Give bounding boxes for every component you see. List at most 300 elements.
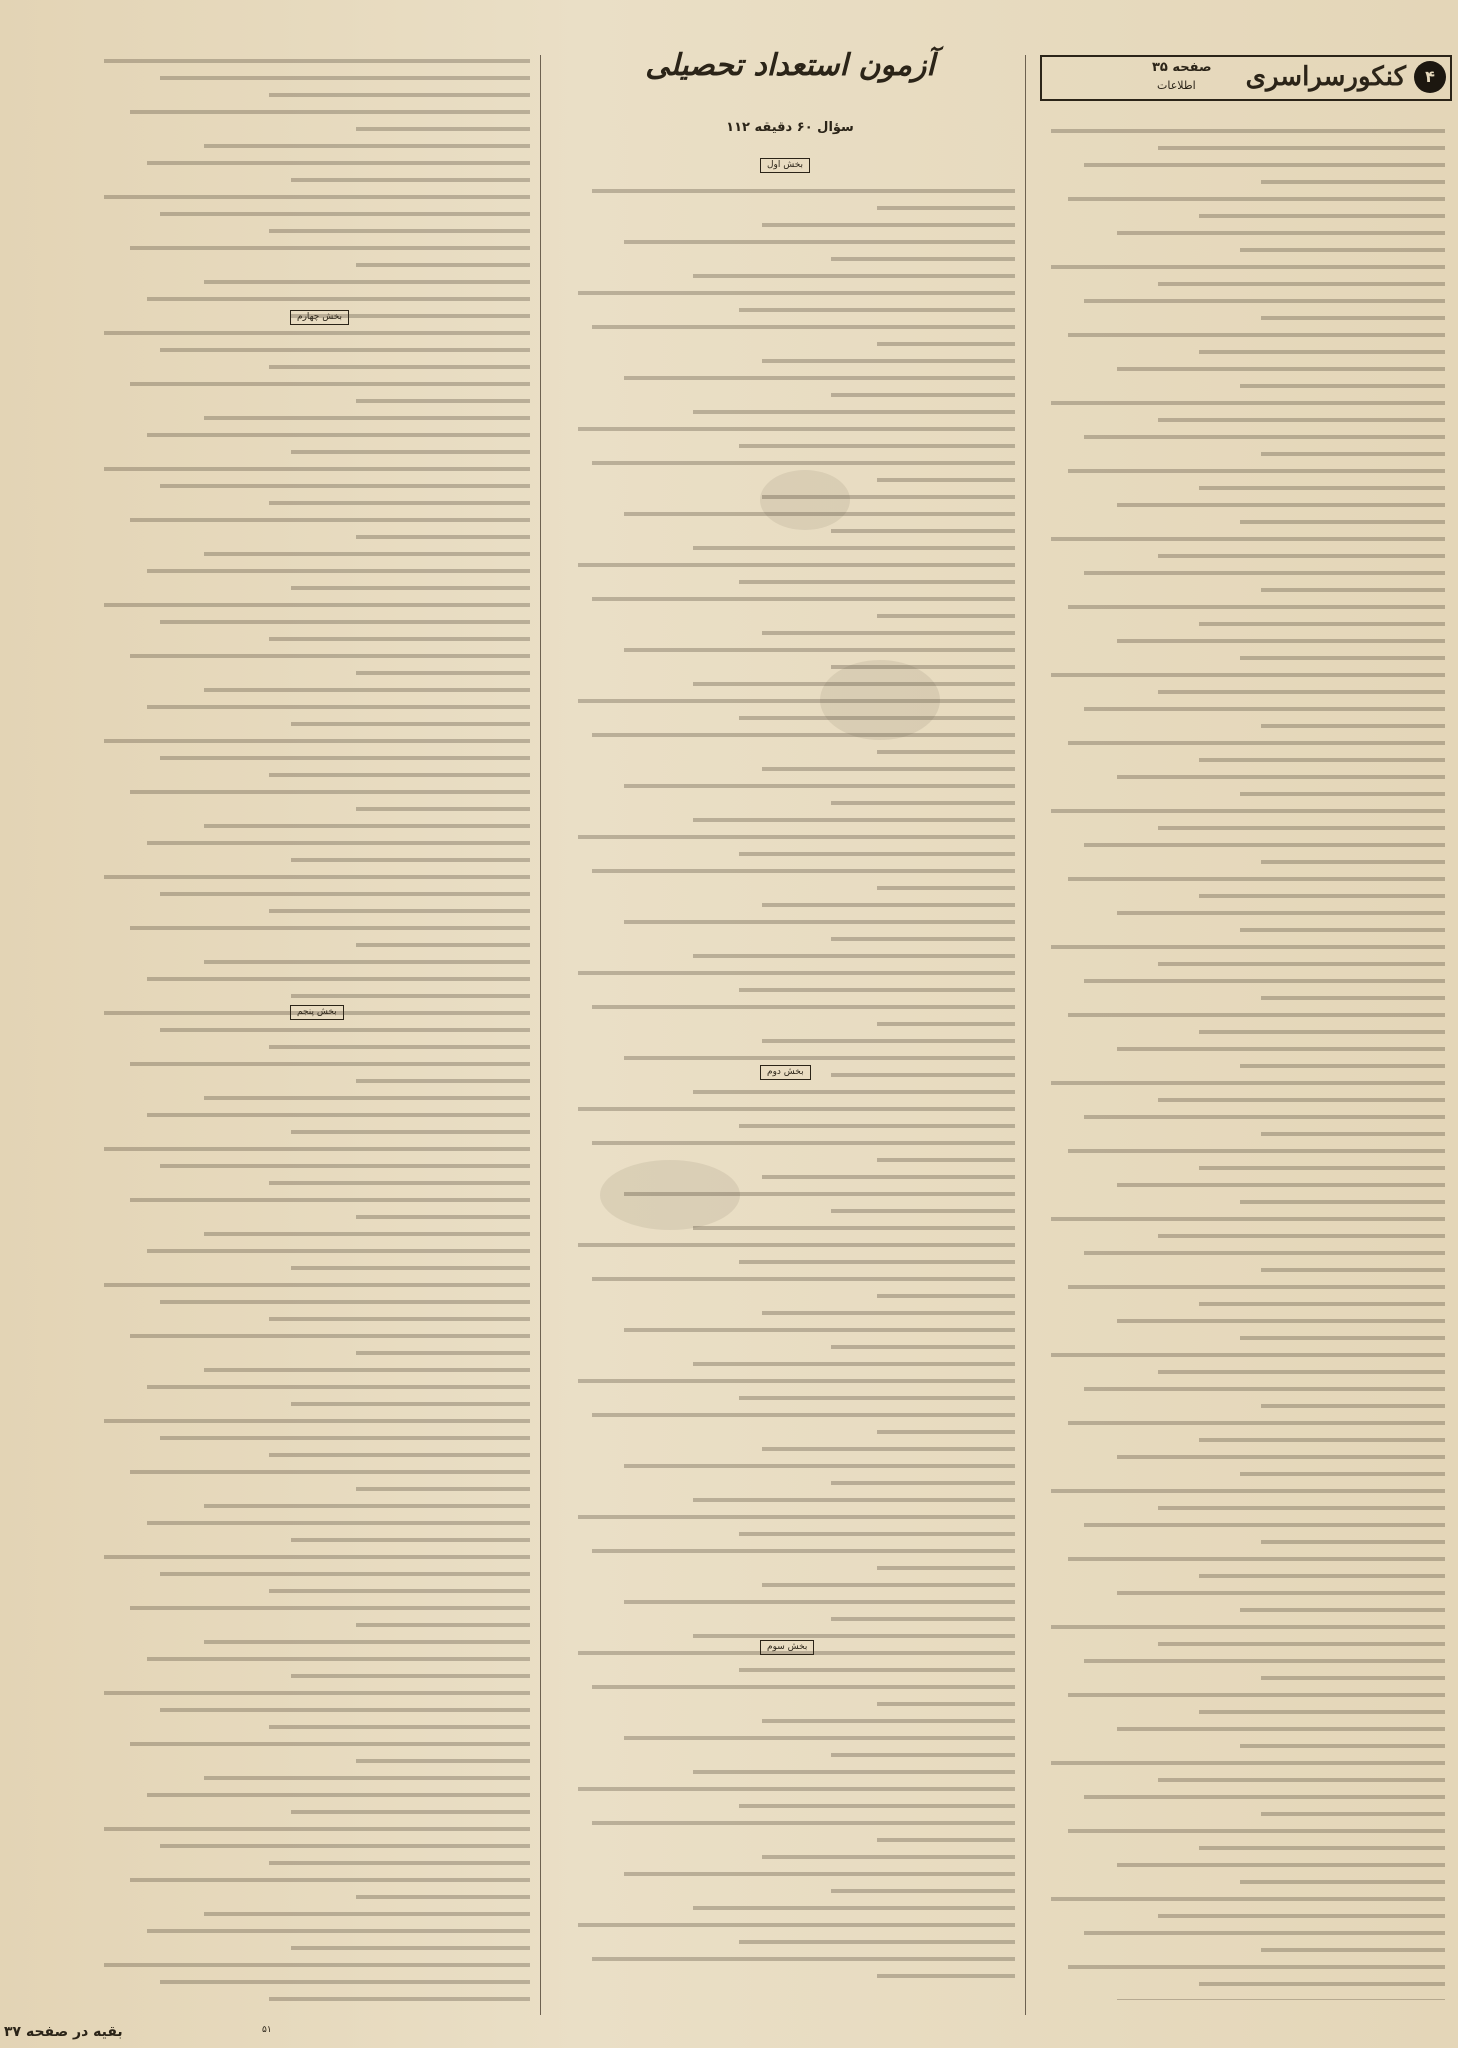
illegible-text-line <box>877 1421 1015 1434</box>
illegible-text-line <box>578 1914 1015 1927</box>
illegible-text-line <box>831 1744 1015 1757</box>
illegible-text-line <box>877 469 1015 482</box>
illegible-text-line <box>592 996 1015 1009</box>
illegible-text-line <box>877 877 1015 890</box>
illegible-text-line <box>1051 1208 1445 1221</box>
illegible-text-line <box>1117 1854 1445 1867</box>
illegible-text-line <box>578 1370 1015 1383</box>
illegible-text-line <box>291 1393 530 1406</box>
illegible-text-line <box>1084 1922 1445 1935</box>
illegible-text-line <box>356 1750 530 1763</box>
illegible-text-line <box>1117 1446 1445 1459</box>
illegible-text-line <box>291 713 530 726</box>
illegible-text-line <box>1068 1548 1445 1561</box>
illegible-text-line <box>1051 392 1445 405</box>
illegible-text-line <box>269 492 530 505</box>
illegible-text-line <box>1261 1395 1446 1408</box>
illegible-text-line <box>1068 1956 1445 1969</box>
illegible-text-line <box>1117 1038 1445 1051</box>
illegible-text-line <box>291 849 530 862</box>
illegible-text-line <box>693 1353 1015 1366</box>
illegible-text-line <box>592 860 1015 873</box>
illegible-text-line <box>762 1166 1015 1179</box>
illegible-text-line <box>204 1223 530 1236</box>
illegible-text-line <box>592 180 1015 193</box>
illegible-text-line <box>1199 1973 1445 1986</box>
illegible-text-line <box>1084 834 1445 847</box>
illegible-text-line <box>269 220 530 233</box>
illegible-text-line <box>204 271 530 284</box>
illegible-text-line <box>1240 919 1445 932</box>
illegible-text-line <box>1068 1140 1445 1153</box>
illegible-text-line <box>1158 1497 1445 1510</box>
illegible-text-line <box>739 299 1015 312</box>
illegible-text-line <box>578 1098 1015 1111</box>
illegible-text-line <box>204 1087 530 1100</box>
illegible-text-line <box>291 985 530 998</box>
illegible-text-line <box>1051 256 1445 269</box>
illegible-text-line <box>1240 1191 1445 1204</box>
illegible-text-line <box>831 1064 1015 1077</box>
illegible-text-line <box>1158 137 1445 150</box>
illegible-text-line <box>762 1302 1015 1315</box>
illegible-text-line <box>877 1013 1015 1026</box>
illegible-text-line <box>160 1971 530 1984</box>
illegible-text-line <box>578 1642 1015 1655</box>
illegible-text-line <box>1261 443 1446 456</box>
illegible-text-line <box>291 577 530 590</box>
illegible-text-line <box>1051 528 1445 541</box>
illegible-text-line <box>739 707 1015 720</box>
page-number: صفحه ۳۵ <box>1152 60 1212 75</box>
illegible-text-line <box>624 1591 1015 1604</box>
illegible-text-line <box>1068 1412 1445 1425</box>
illegible-text-line <box>1261 307 1446 320</box>
illegible-text-line <box>592 1812 1015 1825</box>
illegible-text-line <box>204 1631 530 1644</box>
illegible-text-line <box>130 1053 530 1066</box>
illegible-text-line <box>356 1342 530 1355</box>
section-label-1: بخش اول <box>760 158 810 173</box>
illegible-text-line <box>762 1438 1015 1451</box>
illegible-text-line <box>762 1982 1015 1990</box>
illegible-text-line <box>693 265 1015 278</box>
illegible-text-line <box>1117 1582 1445 1595</box>
questions-column-right <box>1035 120 1445 2000</box>
illegible-text-line <box>1158 1089 1445 1102</box>
illegible-text-line <box>1117 1990 1445 2000</box>
illegible-text-line <box>877 1149 1015 1162</box>
illegible-text-line <box>592 1948 1015 1961</box>
illegible-text-line <box>693 945 1015 958</box>
illegible-text-line <box>693 809 1015 822</box>
questions-column-middle <box>555 180 1015 1990</box>
illegible-text-line <box>1199 341 1445 354</box>
illegible-text-line <box>1158 1769 1445 1782</box>
continued-note: بقیه در صفحه ۳۷ <box>4 2024 123 2040</box>
illegible-text-line <box>1261 1939 1446 1952</box>
illegible-text-line <box>1084 1242 1445 1255</box>
illegible-text-line <box>1261 1123 1446 1136</box>
illegible-text-line <box>1240 1599 1445 1612</box>
illegible-text-line <box>104 322 530 335</box>
illegible-text-line <box>1084 1650 1445 1663</box>
illegible-text-line <box>1084 970 1445 983</box>
illegible-text-line <box>160 67 530 80</box>
illegible-text-line <box>1117 1174 1445 1187</box>
illegible-text-line <box>624 1319 1015 1332</box>
illegible-text-line <box>1261 1259 1446 1272</box>
illegible-text-line <box>1068 188 1445 201</box>
illegible-text-line <box>877 605 1015 618</box>
illegible-text-line <box>739 1931 1015 1944</box>
illegible-text-line <box>762 350 1015 363</box>
illegible-text-line <box>130 1461 530 1474</box>
newspaper-name: اطلاعات <box>1157 79 1196 92</box>
illegible-text-line <box>1068 324 1445 337</box>
illegible-text-line <box>160 1291 530 1304</box>
illegible-text-line <box>1084 1106 1445 1119</box>
illegible-text-line <box>1240 1463 1445 1476</box>
illegible-text-line <box>831 928 1015 941</box>
illegible-text-line <box>291 305 530 318</box>
illegible-text-line <box>624 639 1015 652</box>
illegible-text-line <box>624 1863 1015 1876</box>
illegible-text-line <box>578 826 1015 839</box>
illegible-text-line <box>1117 902 1445 915</box>
illegible-text-line <box>1199 205 1445 218</box>
illegible-text-line <box>1240 1871 1445 1884</box>
illegible-text-line <box>147 152 530 165</box>
illegible-text-line <box>1051 1344 1445 1357</box>
illegible-text-line <box>269 1036 530 1049</box>
illegible-text-line <box>1117 766 1445 779</box>
illegible-text-line <box>147 288 530 301</box>
illegible-text-line <box>877 1693 1015 1706</box>
page-badge: ۴ <box>1414 61 1446 93</box>
illegible-text-line <box>592 316 1015 329</box>
illegible-text-line <box>291 169 530 182</box>
illegible-text-line <box>291 1937 530 1950</box>
konkur-logo: کنکورسراسری <box>1245 62 1406 92</box>
illegible-text-line <box>104 1818 530 1831</box>
illegible-text-line <box>147 832 530 845</box>
illegible-text-line <box>160 1427 530 1440</box>
illegible-text-line <box>1051 664 1445 677</box>
illegible-text-line <box>831 1200 1015 1213</box>
illegible-text-line <box>269 84 530 97</box>
illegible-text-line <box>762 894 1015 907</box>
illegible-text-line <box>592 1132 1015 1145</box>
illegible-text-line <box>104 1274 530 1287</box>
illegible-text-line <box>1240 1327 1445 1340</box>
illegible-text-line <box>204 1767 530 1780</box>
illegible-text-line <box>104 1954 530 1967</box>
illegible-text-line <box>1158 545 1445 558</box>
illegible-text-line <box>147 1376 530 1389</box>
illegible-text-line <box>1068 1276 1445 1289</box>
illegible-text-line <box>1199 1157 1445 1170</box>
illegible-text-line <box>130 373 530 386</box>
illegible-text-line <box>1068 460 1445 473</box>
illegible-text-line <box>762 622 1015 635</box>
illegible-text-line <box>693 1761 1015 1774</box>
column-divider <box>540 55 541 2015</box>
illegible-text-line <box>269 356 530 369</box>
illegible-text-line <box>269 1444 530 1457</box>
illegible-text-line <box>693 1897 1015 1910</box>
illegible-text-line <box>1199 477 1445 490</box>
illegible-text-line <box>1261 851 1446 864</box>
illegible-text-line <box>1084 1514 1445 1527</box>
konkur-header <box>1040 55 1452 101</box>
illegible-text-line <box>877 741 1015 754</box>
illegible-text-line <box>739 979 1015 992</box>
illegible-text-line <box>1240 1055 1445 1068</box>
illegible-text-line <box>356 390 530 403</box>
illegible-text-line <box>739 843 1015 856</box>
illegible-text-line <box>1117 358 1445 371</box>
illegible-text-line <box>1084 1786 1445 1799</box>
illegible-text-line <box>356 1206 530 1219</box>
illegible-text-line <box>269 764 530 777</box>
illegible-text-line <box>204 815 530 828</box>
illegible-text-line <box>147 1784 530 1797</box>
illegible-text-line <box>578 282 1015 295</box>
illegible-text-line <box>762 758 1015 771</box>
illegible-text-line <box>693 673 1015 686</box>
illegible-text-line <box>269 1988 530 2001</box>
illegible-text-line <box>356 934 530 947</box>
illegible-text-line <box>269 1852 530 1865</box>
illegible-text-line <box>356 118 530 131</box>
illegible-text-line <box>1051 1616 1445 1629</box>
illegible-text-line <box>1158 1361 1445 1374</box>
illegible-text-line <box>269 900 530 913</box>
illegible-text-line <box>592 1540 1015 1553</box>
illegible-text-line <box>130 1733 530 1746</box>
illegible-text-line <box>592 1404 1015 1417</box>
illegible-text-line <box>1199 1293 1445 1306</box>
illegible-text-line <box>269 628 530 641</box>
illegible-text-line <box>877 1557 1015 1570</box>
illegible-text-line <box>1240 375 1445 388</box>
illegible-text-line <box>831 1608 1015 1621</box>
illegible-text-line <box>693 1081 1015 1094</box>
illegible-text-line <box>1199 1565 1445 1578</box>
illegible-text-line <box>1261 1803 1446 1816</box>
illegible-text-line <box>1084 1378 1445 1391</box>
illegible-text-line <box>831 248 1015 261</box>
illegible-text-line <box>147 1240 530 1253</box>
illegible-text-line <box>693 537 1015 550</box>
illegible-text-line <box>269 1716 530 1729</box>
illegible-text-line <box>160 475 530 488</box>
illegible-text-line <box>356 1886 530 1899</box>
illegible-text-line <box>104 1546 530 1559</box>
illegible-text-line <box>356 1070 530 1083</box>
illegible-text-line <box>204 1359 530 1372</box>
illegible-text-line <box>291 1801 530 1814</box>
illegible-text-line <box>204 679 530 692</box>
illegible-text-line <box>592 1676 1015 1689</box>
illegible-text-line <box>1199 885 1445 898</box>
illegible-text-line <box>1158 273 1445 286</box>
illegible-text-line <box>147 560 530 573</box>
exam-title: آزمون استعداد تحصیلی <box>645 48 935 83</box>
section-label-4: بخش چهارم <box>290 310 349 325</box>
illegible-text-line <box>1261 579 1446 592</box>
illegible-text-line <box>592 588 1015 601</box>
illegible-text-line <box>762 214 1015 227</box>
illegible-text-line <box>1051 1888 1445 1901</box>
illegible-text-line <box>578 962 1015 975</box>
illegible-text-line <box>147 968 530 981</box>
page-footer-ref: ۵۱ <box>262 2025 272 2035</box>
illegible-text-line <box>160 611 530 624</box>
illegible-text-line <box>291 1665 530 1678</box>
illegible-text-line <box>1068 1004 1445 1017</box>
illegible-text-line <box>204 1495 530 1508</box>
illegible-text-line <box>877 197 1015 210</box>
illegible-text-line <box>1051 800 1445 813</box>
illegible-text-line <box>104 186 530 199</box>
questions-column-left <box>95 50 530 2010</box>
illegible-text-line <box>1158 953 1445 966</box>
illegible-text-line <box>269 1172 530 1185</box>
illegible-text-line <box>1240 1735 1445 1748</box>
illegible-text-line <box>130 2005 530 2010</box>
illegible-text-line <box>739 1251 1015 1264</box>
illegible-text-line <box>1261 715 1446 728</box>
illegible-text-line <box>104 730 530 743</box>
illegible-text-line <box>1261 171 1446 184</box>
illegible-text-line <box>762 1846 1015 1859</box>
illegible-text-line <box>624 367 1015 380</box>
illegible-text-line <box>1051 936 1445 949</box>
illegible-text-line <box>104 866 530 879</box>
illegible-text-line <box>624 231 1015 244</box>
illegible-text-line <box>739 1387 1015 1400</box>
illegible-text-line <box>831 656 1015 669</box>
illegible-text-line <box>130 781 530 794</box>
illegible-text-line <box>356 254 530 267</box>
illegible-text-line <box>578 1234 1015 1247</box>
illegible-text-line <box>739 435 1015 448</box>
illegible-text-line <box>147 1648 530 1661</box>
illegible-text-line <box>130 1189 530 1202</box>
illegible-text-line <box>762 1030 1015 1043</box>
illegible-text-line <box>147 1512 530 1525</box>
illegible-text-line <box>291 1121 530 1134</box>
illegible-text-line <box>130 1869 530 1882</box>
illegible-text-line <box>624 1183 1015 1196</box>
illegible-text-line <box>130 101 530 114</box>
illegible-text-line <box>130 509 530 522</box>
illegible-text-line <box>1068 596 1445 609</box>
illegible-text-line <box>739 571 1015 584</box>
illegible-text-line <box>204 1903 530 1916</box>
illegible-text-line <box>356 1478 530 1491</box>
illegible-text-line <box>1084 698 1445 711</box>
illegible-text-line <box>1068 1820 1445 1833</box>
illegible-text-line <box>1158 409 1445 422</box>
illegible-text-line <box>204 407 530 420</box>
illegible-text-line <box>624 911 1015 924</box>
illegible-text-line <box>624 1727 1015 1740</box>
illegible-text-line <box>160 1699 530 1712</box>
illegible-text-line <box>762 1710 1015 1723</box>
illegible-text-line <box>1051 1480 1445 1493</box>
illegible-text-line <box>104 458 530 471</box>
illegible-text-line <box>204 543 530 556</box>
illegible-text-line <box>130 1597 530 1610</box>
illegible-text-line <box>1084 290 1445 303</box>
illegible-text-line <box>693 401 1015 414</box>
illegible-text-line <box>204 135 530 148</box>
illegible-text-line <box>1084 154 1445 167</box>
illegible-text-line <box>147 424 530 437</box>
illegible-text-line <box>578 418 1015 431</box>
illegible-text-line <box>1199 1429 1445 1442</box>
illegible-text-line <box>877 1285 1015 1298</box>
illegible-text-line <box>1117 222 1445 235</box>
illegible-text-line <box>204 951 530 964</box>
column-divider <box>1025 55 1026 2015</box>
illegible-text-line <box>147 1920 530 1933</box>
illegible-text-line <box>762 486 1015 499</box>
illegible-text-line <box>578 1778 1015 1791</box>
illegible-text-line <box>877 1965 1015 1978</box>
illegible-text-line <box>1199 749 1445 762</box>
illegible-text-line <box>739 1795 1015 1808</box>
illegible-text-line <box>1240 239 1445 252</box>
illegible-text-line <box>130 645 530 658</box>
illegible-text-line <box>104 594 530 607</box>
illegible-text-line <box>624 1047 1015 1060</box>
illegible-text-line <box>1117 1718 1445 1731</box>
illegible-text-line <box>160 1019 530 1032</box>
illegible-text-line <box>130 1325 530 1338</box>
illegible-text-line <box>1117 494 1445 507</box>
illegible-text-line <box>1117 630 1445 643</box>
illegible-text-line <box>1051 1752 1445 1765</box>
illegible-text-line <box>831 1336 1015 1349</box>
illegible-text-line <box>269 1580 530 1593</box>
illegible-text-line <box>291 441 530 454</box>
illegible-text-line <box>1158 1633 1445 1646</box>
illegible-text-line <box>877 333 1015 346</box>
illegible-text-line <box>147 696 530 709</box>
illegible-text-line <box>160 1563 530 1576</box>
illegible-text-line <box>1051 120 1445 133</box>
illegible-text-line <box>356 1614 530 1627</box>
illegible-text-line <box>1158 817 1445 830</box>
illegible-text-line <box>1068 868 1445 881</box>
illegible-text-line <box>104 1682 530 1695</box>
illegible-text-line <box>1068 1684 1445 1697</box>
illegible-text-line <box>877 1829 1015 1842</box>
illegible-text-line <box>693 1217 1015 1230</box>
illegible-text-line <box>1261 1531 1446 1544</box>
illegible-text-line <box>1158 1905 1445 1918</box>
illegible-text-line <box>693 1489 1015 1502</box>
illegible-text-line <box>831 520 1015 533</box>
illegible-text-line <box>160 339 530 352</box>
illegible-text-line <box>1240 647 1445 660</box>
illegible-text-line <box>1199 613 1445 626</box>
illegible-text-line <box>592 452 1015 465</box>
